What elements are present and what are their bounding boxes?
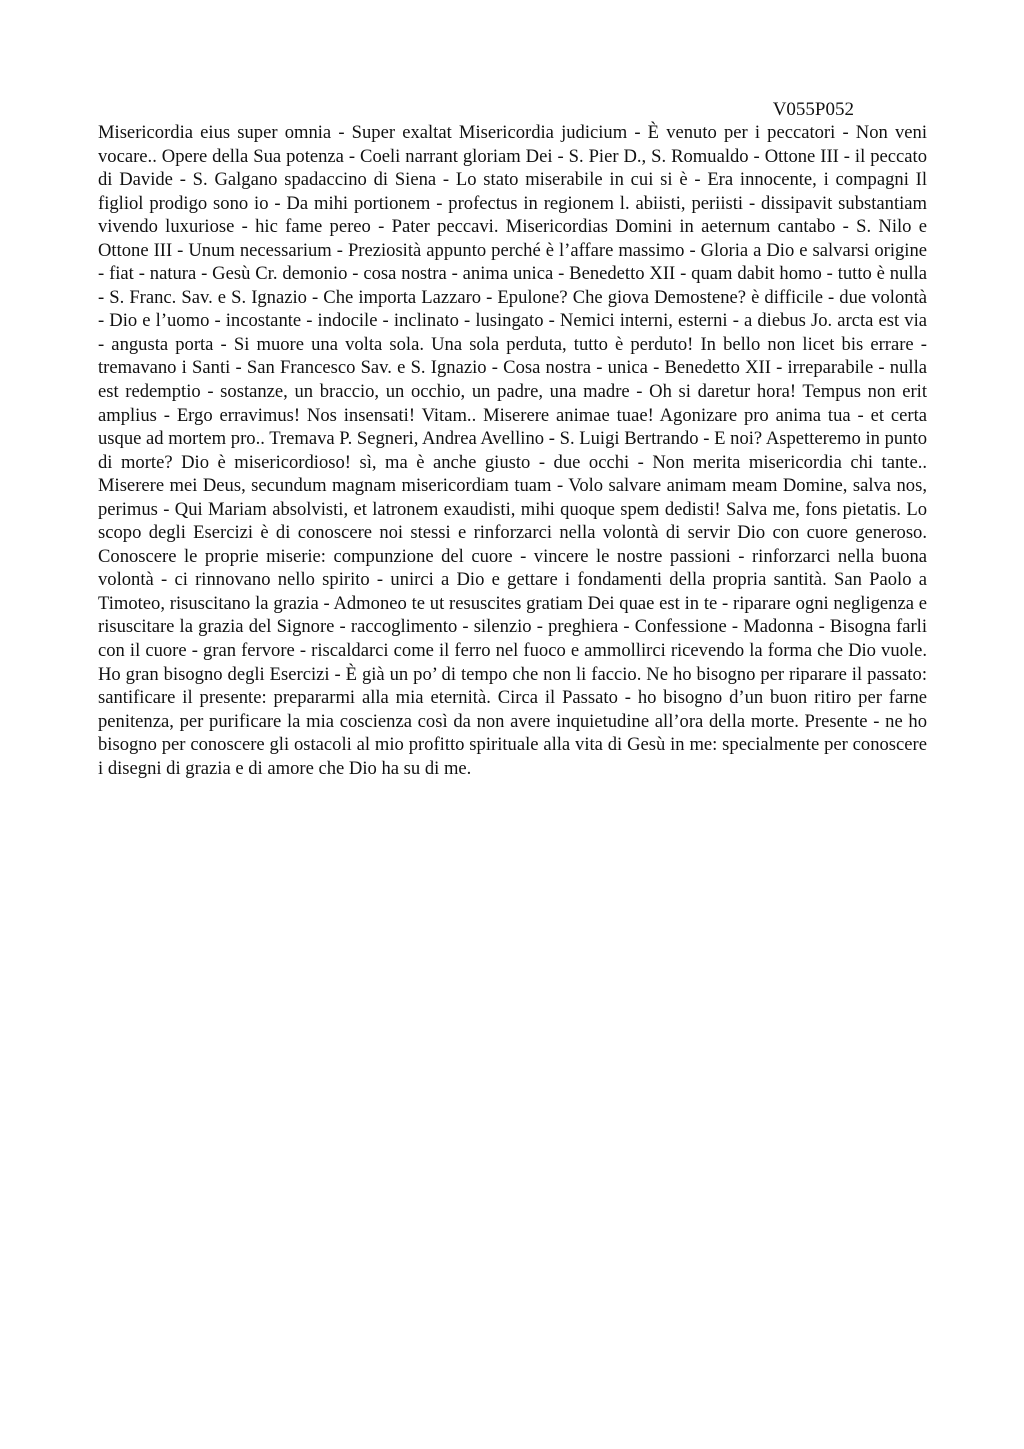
- page-code: V055P052: [772, 99, 854, 120]
- body-text: Misericordia eius super omnia - Super exaltat Misericordia judicium - È venuto per i peccatori - Non veni vocare.. Opere della Sua potenza - Coeli narrant gloriam Dei - S. Pier D., S. Romualdo - Ottone III - il peccato di Davide - S. Galgano spadaccino di Siena - Lo stato miserabile in cui si è - Era innocente, i compagni Il figliol prodigo sono io - Da mihi portionem - profectus in regionem l. abiisti, periisti - dissipavit substantiam vivendo luxuriose - hic fame pereo - Pater peccavi. Misericordias Domini in aeternum cantabo - S. Nilo e Ottone III - Unum necessarium - Preziosità appunto perché è l’affare massimo - Gloria a Dio e salvarsi origine - fiat - natura - Gesù Cr. demonio - cosa nostra - anima unica - Benedetto XII - quam dabit homo - tutto è nulla - S. Franc. Sav. e S. Ignazio - Che importa Lazzaro - Epulone? Che giova Demostene? è difficile - due volontà - Dio e l’uomo - incostante - indocile - inclinato - lusingato - Nemici interni, esterni - a diebus Jo. arcta est via - angusta porta - Si muore una volta sola. Una sola perduta, tutto è perduto! In bello non licet bis errare - tremavano i Santi - San Francesco Sav. e S. Ignazio - Cosa nostra - unica - Benedetto XII - irreparabile - nulla est redemptio - sostanze, un braccio, un occhio, un padre, una madre - Oh si daretur hora! Tempus non erit amplius - Ergo erravimus! Nos insensati! Vitam.. Miserere animae tuae! Agonizare pro anima tua - et certa usque ad mortem pro.. Tremava P. Segneri, Andrea Avellino - S. Luigi Bertrando - E noi? Aspetteremo in punto di morte? Dio è misericordioso! sì, ma è anche giusto - due occhi - Non merita misericordia chi tante.. Miserere mei Deus, secundum magnam misericordiam tuam - Volo salvare animam meam Domine, salva nos, perimus - Qui Mariam absolvisti, et latronem exaudisti, mihi quoque spem dedisti! Salva me, fons pietatis. Lo scopo degli Esercizi è di conoscere noi stessi e rinforzarci nella volontà di servir Dio con cuore generoso. Conoscere le proprie miserie: compunzione del cuore - vincere le nostre passioni - rinforzarci nella buona volontà - ci rinnovano nello spirito - unirci a Dio e gettare i fondamenti della propria santità. San Paolo a Timoteo, risuscitano la grazia - Admoneo te ut resuscites gratiam Dei quae est in te - riparare ogni negligenza e risuscitare la grazia del Signore - raccoglimento - silenzio - preghiera - Confessione - Madonna - Bisogna farli con il cuore - gran fervore - riscaldarci come il ferro nel fuoco e ammollirci ricevendo la forma che Dio vuole. Ho gran bisogno degli Esercizi - È già un po’ di tempo che non li faccio. Ne ho bisogno per riparare il passato: santificare il presente: prepararmi alla mia eternità. Circa il Passato - ho bisogno d’un buon ritiro per farne penitenza, per purificare la mia coscienza così da non avere inquietudine all’ora della morte. Presente - ne ho bisogno per conoscere gli ostacoli al mio profitto spirituale alla vita di Gesù in me: specialmente per conoscere i disegni di grazia e di amore che Dio ha su di me.: [98, 122, 927, 779]
